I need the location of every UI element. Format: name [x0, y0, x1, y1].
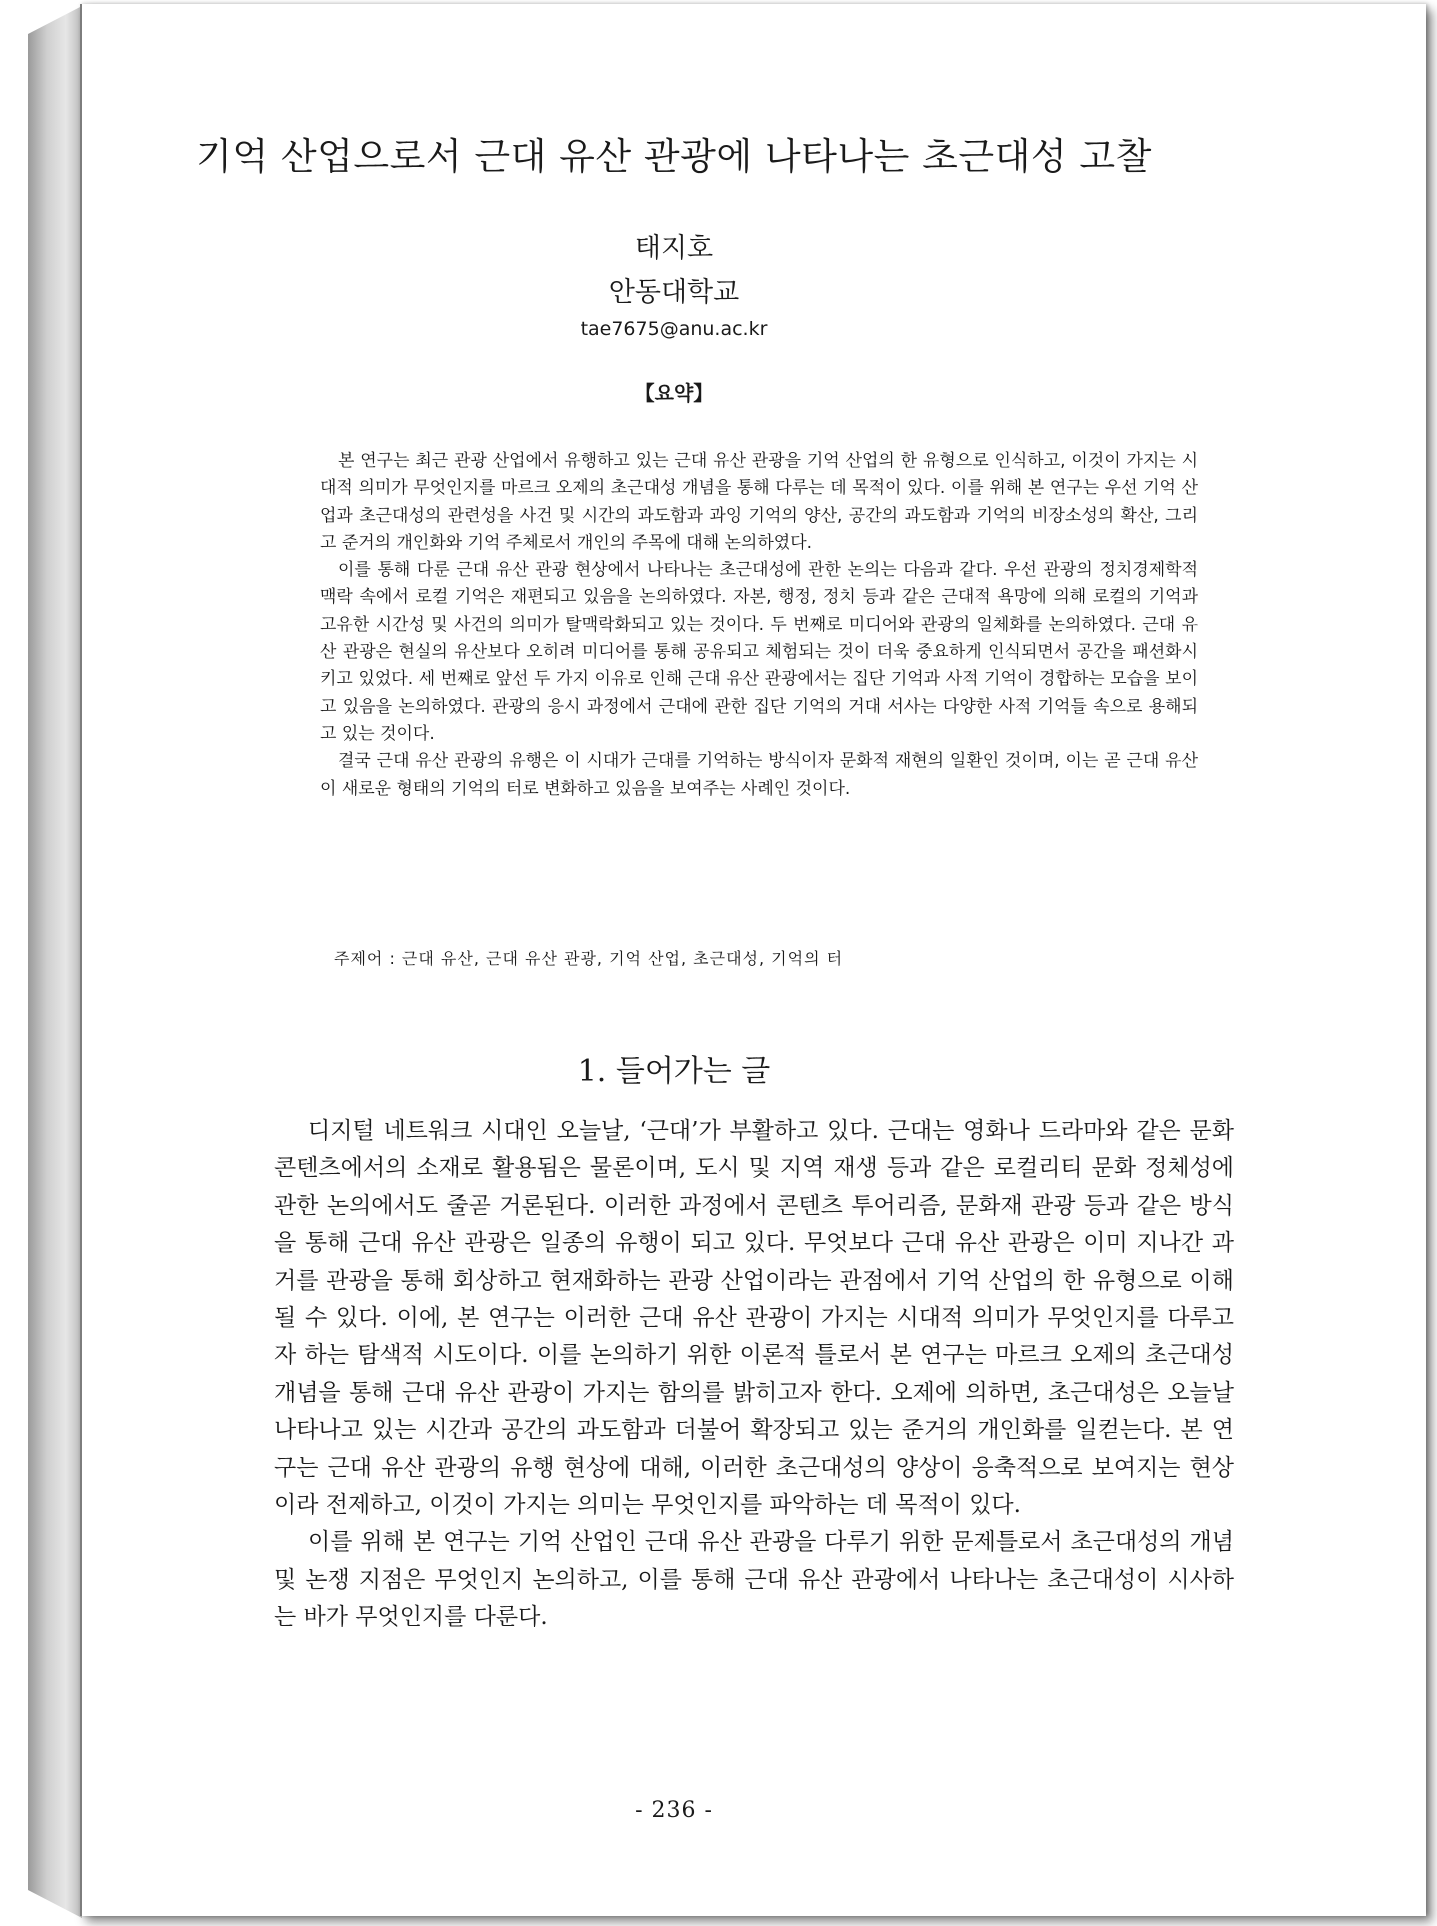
abstract-heading: 【요약】	[634, 381, 714, 405]
author-email: tae7675@anu.ac.kr	[580, 318, 768, 340]
author-name: 태지호	[634, 233, 714, 264]
section-heading: 1. 들어가는 글	[577, 1054, 771, 1089]
author-affiliation: 안동대학교	[608, 277, 740, 308]
page-number: - 236 -	[635, 1798, 713, 1823]
book-spine	[28, 6, 82, 1918]
body-text	[274, 1113, 1234, 1637]
abstract-body	[320, 448, 1198, 803]
abstract-paragraph: 결국 근대 유산 관광의 유행은 이 시대가 근대를 기억하는 방식이자 문화적 재현의 일환인 것이며, 이는 곧 근대 유산이 새로운 형태의 기억의 터로 변화하고 있음을 보여주는 사례인 것이다.	[320, 751, 1198, 799]
abstract-paragraph: 이를 통해 다룬 근대 유산 관광 현상에서 나타나는 초근대성에 관한 논의는 다음과 같다. 우선 관광의 정치경제학적 맥락 속에서 로컬 기억은 재편되고 있음을 논의하였다. 자본, 행정, 정치 등과 같은 근대적 욕망에 의해 로컬의 기억과 고유한 시간성 및 사건의 의미가 탈맥락화되고 있는 것이다. 두 번째로 미디어와 관광의 일체화를 논의하였다. 근대 유산 관광은 현실의 유산보다 오히려 미디어를 통해 공유되고 체험되는 것이 더욱 중요하게 인식되면서 공간을 패션화시키고 있었다. 세 번째로 앞선 두 가지 이유로 인해 근대 유산 관광에서는 집단 기억과 사적 기억이 경합하는 모습을 보이고 있음을 논의하였다. 관광의 응시 과정에서 근대에 관한 집단 기억의 거대 서사는 다양한 사적 기억들 속으로 용해되고 있는 것이다.	[320, 560, 1198, 744]
body-paragraph: 이를 위해 본 연구는 기억 산업인 근대 유산 관광을 다루기 위한 문제틀로서 초근대성의 개념 및 논쟁 지점은 무엇인지 논의하고, 이를 통해 근대 유산 관광에서 나타나는 초근대성이 시사하는 바가 무엇인지를 다룬다.	[274, 1529, 1234, 1631]
paper-title: 기억 산업으로서 근대 유산 관광에 나타나는 초근대성 고찰	[196, 135, 1152, 178]
keywords: 주제어 : 근대 유산, 근대 유산 관광, 기억 산업, 초근대성, 기억의 터	[334, 949, 844, 968]
body-paragraph: 디지털 네트워크 시대인 오늘날, ‘근대’가 부활하고 있다. 근대는 영화나 드라마와 같은 문화콘텐츠에서의 소재로 활용됨은 물론이며, 도시 및 지역 재생 등과 같은 로컬리티 문화 정체성에 관한 논의에서도 줄곧 거론된다. 이러한 과정에서 콘텐츠 투어리즘, 문화재 관광 등과 같은 방식을 통해 근대 유산 관광은 일종의 유행이 되고 있다. 무엇보다 근대 유산 관광은 이미 지나간 과거를 관광을 통해 회상하고 현재화하는 관광 산업이라는 관점에서 기억 산업의 한 유형으로 이해될 수 있다. 이에, 본 연구는 이러한 근대 유산 관광이 가지는 시대적 의미가 무엇인지를 다루고자 하는 탐색적 시도이다. 이를 논의하기 위한 이론적 틀로서 본 연구는 마르크 오제의 초근대성 개념을 통해 근대 유산 관광이 가지는 함의를 밝히고자 한다. 오제에 의하면, 초근대성은 오늘날 나타나고 있는 시간과 공간의 과도함과 더불어 확장되고 있는 준거의 개인화를 일컫는다. 본 연구는 근대 유산 관광의 유행 현상에 대해, 이러한 초근대성의 양상이 응축적으로 보여지는 현상이라 전제하고, 이것이 가지는 의미는 무엇인지를 파악하는 데 목적이 있다.	[274, 1118, 1234, 1519]
abstract-paragraph: 본 연구는 최근 관광 산업에서 유행하고 있는 근대 유산 관광을 기억 산업의 한 유형으로 인식하고, 이것이 가지는 시대적 의미가 무엇인지를 마르크 오제의 초근대성 개념을 통해 다루는 데 목적이 있다. 이를 위해 본 연구는 우선 기억 산업과 초근대성의 관련성을 사건 및 시간의 과도함과 과잉 기억의 양산, 공간의 과도함과 기억의 비장소성의 확산, 그리고 준거의 개인화와 기억 주체로서 개인의 주목에 대해 논의하였다.	[320, 451, 1198, 553]
